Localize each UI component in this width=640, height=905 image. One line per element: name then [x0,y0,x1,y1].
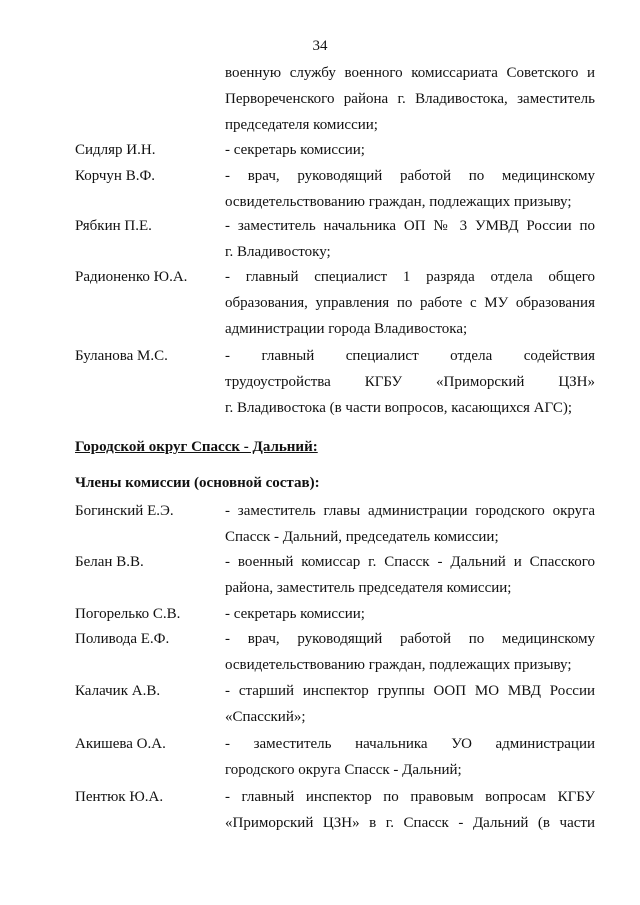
member-role [225,264,595,342]
role-line: администрации города Владивостока; [225,321,468,337]
role-line: района, заместитель председателя комиссии; [225,580,512,596]
member-role [225,731,595,783]
member-role [225,601,595,627]
member-role [225,784,595,836]
role-line: освидетельствованию граждан, подлежащих призыву; [225,657,572,673]
role-line: - заместитель начальника УО администрации [225,736,595,752]
member-role [225,498,595,550]
role-line: - врач, руководящий работой по медицинскому [225,631,595,647]
member-role [225,549,595,601]
member-role [225,137,595,163]
section-title: Городской округ Спасск - Дальний: [75,439,318,455]
role-line: г. Владивостоку; [225,244,331,260]
member-role [225,678,595,730]
role-line: освидетельствованию граждан, подлежащих призыву; [225,194,572,210]
role-line: трудоустройства КГБУ «Приморский ЦЗН» [225,374,595,390]
role-line: - главный специалист отдела содействия [225,348,595,364]
member-name: Белан В.В. [75,554,144,570]
member-name: Корчун В.Ф. [75,168,156,184]
role-line: г. Владивостока (в части вопросов, касающихся АГС); [225,400,573,416]
member-name: Радионенко Ю.А. [75,269,188,285]
role-line: Спасск - Дальний, председатель комиссии; [225,529,499,545]
role-line: - заместитель начальника ОП № 3 УМВД России по [225,218,595,234]
role-line: образования, управления по работе с МУ образования [225,295,595,311]
member-name: Акишева О.А. [75,736,166,752]
member-name: Богинский Е.Э. [75,503,174,519]
member-name: Сидляр И.Н. [75,142,156,158]
role-line: - врач, руководящий работой по медицинскому [225,168,595,184]
role-line: - заместитель главы администрации городского округа [225,503,595,519]
role-line: - старший инспектор группы ООП МО МВД России [225,683,595,699]
continuation-line: председателя комиссии; [225,117,378,133]
member-name: Поливода Е.Ф. [75,631,170,647]
continuation-line: военную службу военного комиссариата Советского и [225,65,595,81]
role-line: - главный специалист 1 разряда отдела общего [225,269,595,285]
member-role [225,213,595,265]
role-line: городского округа Спасск - Дальний; [225,762,462,778]
role-line: - секретарь комиссии; [225,142,365,158]
role-line: - военный комиссар г. Спасск - Дальний и Спасского [225,554,595,570]
role-line: - главный инспектор по правовым вопросам КГБУ [225,789,595,805]
member-role [225,163,595,215]
continuation-paragraph [225,60,595,138]
member-role [225,626,595,678]
member-name: Калачик А.В. [75,683,161,699]
role-line: - секретарь комиссии; [225,606,365,622]
member-name: Пентюк Ю.А. [75,789,164,805]
member-role [225,343,595,421]
continuation-line: Первореченского района г. Владивостока, заместитель [225,91,595,107]
member-name: Погорелько С.В. [75,606,181,622]
member-name: Буланова М.С. [75,348,168,364]
role-line: «Приморский ЦЗН» в г. Спасск - Дальний (в части [225,815,595,831]
page-number: 34 [312,38,328,54]
member-name: Рябкин П.Е. [75,218,152,234]
role-line: «Спасский»; [225,709,306,725]
members-heading: Члены комиссии (основной состав): [75,475,320,491]
